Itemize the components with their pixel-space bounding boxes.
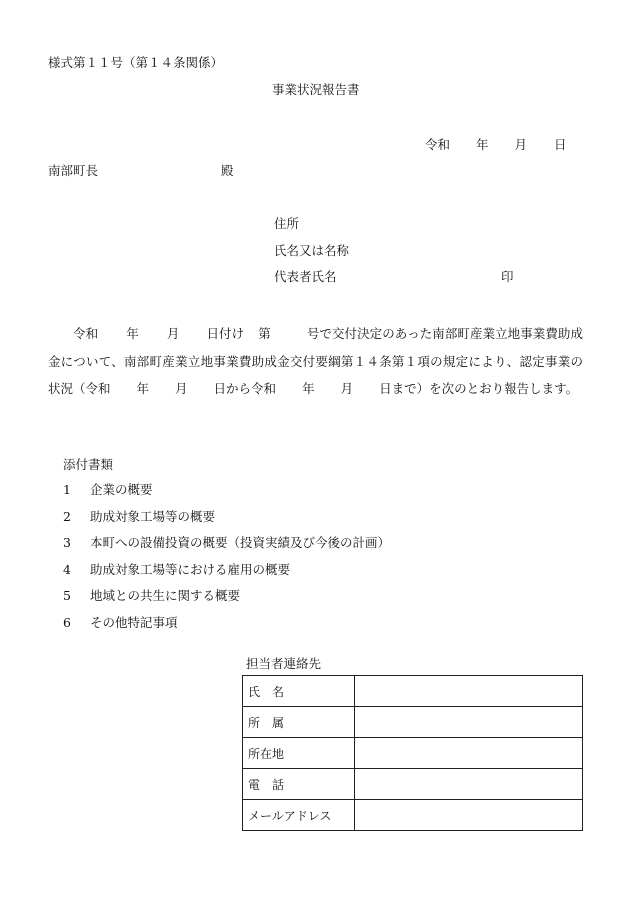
date-month-unit: 月 <box>514 137 528 152</box>
attachments-list <box>63 482 390 642</box>
table-row <box>243 738 583 769</box>
list-item: 1 企業の概要 <box>63 482 153 497</box>
contact-title: 担当者連絡先 <box>246 656 322 671</box>
page-title: 事業状況報告書 <box>272 82 360 97</box>
contact-department-field[interactable] <box>355 707 583 738</box>
contact-label: 所 属 <box>243 707 355 738</box>
body-sentence-1: 号で交付決定のあった南部町産業立地事業費助成金について、南部町産業立地事業費助成金交付要綱第１４条第１項の規定により、認定事業の状況（令和 <box>48 326 583 396</box>
body-era: 令和 <box>73 326 99 341</box>
report-body <box>48 320 583 403</box>
contact-email-field[interactable] <box>355 800 583 831</box>
date-year-unit: 年 <box>476 137 489 152</box>
table-row <box>243 676 583 707</box>
contact-label: 氏 名 <box>243 676 355 707</box>
date-era: 令和 <box>425 137 451 152</box>
contact-label: 電 話 <box>243 769 355 800</box>
applicant-block <box>274 216 514 296</box>
contact-table <box>242 675 583 831</box>
body-dated: 日付け <box>206 326 245 341</box>
table-row <box>243 769 583 800</box>
name-label: 氏名又は名称 <box>274 242 350 258</box>
list-item: 3 本町への設備投資の概要（投資実績及び今後の計画） <box>63 535 391 551</box>
recipient <box>48 163 234 179</box>
contact-phone-field[interactable] <box>355 769 583 800</box>
seal-mark: 印 <box>501 269 514 284</box>
body-year: 年 <box>126 326 139 341</box>
representative-label: 代表者氏名 <box>274 269 337 284</box>
body-month-2: 月 <box>175 381 188 396</box>
body-month-3: 月 <box>340 381 354 396</box>
body-sentence-2: 日まで）を次のとおり報告します。 <box>379 381 579 396</box>
contact-label: 所在地 <box>243 738 355 769</box>
body-year-2: 年 <box>136 381 150 396</box>
recipient-name: 南部町長 <box>48 163 99 178</box>
body-month: 月 <box>166 326 180 341</box>
list-item: 4 助成対象工場等における雇用の概要 <box>63 561 291 577</box>
list-item: 6 その他特記事項 <box>63 614 178 630</box>
contact-location-field[interactable] <box>355 738 583 769</box>
contact-name-field[interactable] <box>355 676 583 707</box>
address-label: 住所 <box>274 216 300 231</box>
recipient-honorific: 殿 <box>221 163 234 178</box>
body-from: 日から令和 <box>213 381 277 396</box>
date-day-unit: 日 <box>554 137 567 152</box>
body-year-3: 年 <box>302 381 315 396</box>
contact-label: メールアドレス <box>243 800 355 831</box>
form-number: 様式第１１号（第１４条関係） <box>48 55 224 70</box>
body-number-prefix: 第 <box>258 326 271 341</box>
table-row <box>243 800 583 831</box>
list-item: 2 助成対象工場等の概要 <box>63 508 216 524</box>
list-item: 5 地域との共生に関する概要 <box>63 588 241 604</box>
attachments-title: 添付書類 <box>63 457 114 472</box>
date-line <box>425 137 567 153</box>
table-row <box>243 707 583 738</box>
